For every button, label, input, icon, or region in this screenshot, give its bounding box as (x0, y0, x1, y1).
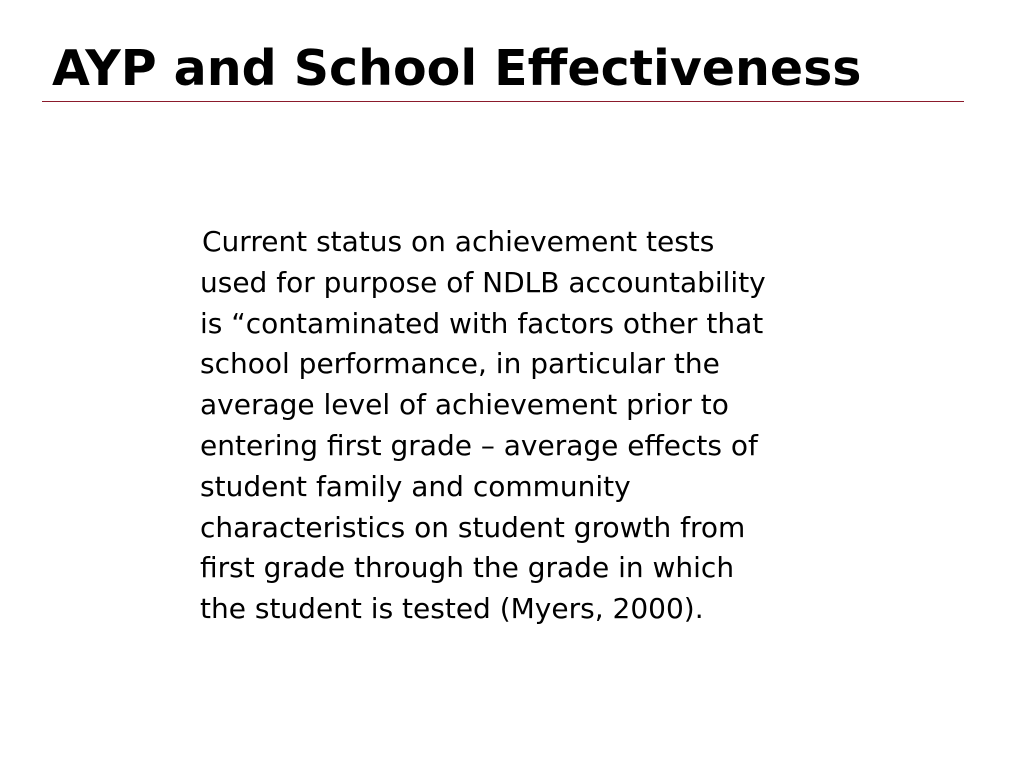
body-line: student family and community (200, 469, 631, 503)
body-line: characteristics on student growth from (200, 510, 746, 544)
slide-title: AYP and School Effectiveness (52, 40, 862, 97)
body-line: first grade through the grade in which (200, 551, 735, 585)
body-line: the student is tested (Myers, 2000). (200, 592, 704, 626)
slide-body-paragraph (200, 222, 900, 630)
title-divider (42, 101, 964, 102)
body-line: entering first grade – average effects of (200, 428, 758, 462)
body-line: school performance, in particular the (200, 347, 720, 381)
body-line: is “contaminated with factors other that (200, 306, 764, 340)
body-line: average level of achievement prior to (200, 388, 729, 422)
body-line: used for purpose of NDLB accountability (200, 265, 766, 299)
body-line: Current status on achievement tests (202, 225, 715, 258)
